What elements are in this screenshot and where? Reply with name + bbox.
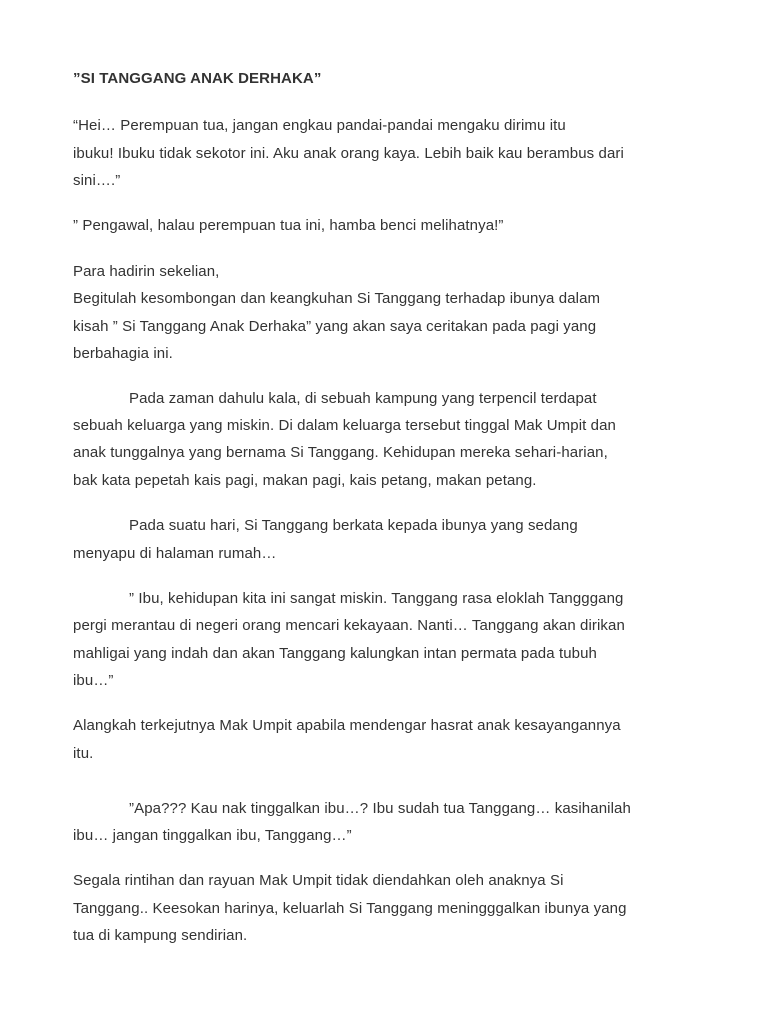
text-line: “Hei… Perempuan tua, jangan engkau pandai-pandai mengaku dirimu itu [73, 117, 566, 134]
text-line: tua di kampung sendirian. [73, 927, 248, 944]
text-line: Segala rintihan dan rayuan Mak Umpit tidak diendahkan oleh anaknya Si [73, 872, 564, 889]
text-line: Begitulah kesombongan dan keangkuhan Si Tanggang terhadap ibunya dalam [73, 290, 601, 307]
text-line: Alangkah terkejutnya Mak Umpit apabila mendengar hasrat anak kesayangannya [73, 717, 621, 734]
text-line: bak kata pepetah kais pagi, makan pagi, kais petang, makan petang. [73, 472, 537, 489]
text-line: sebuah keluarga yang miskin. Di dalam keluarga tersebut tinggal Mak Umpit dan [73, 417, 616, 434]
text-line: berbahagia ini. [73, 345, 173, 362]
text-line: ibuku! Ibuku tidak sekotor ini. Aku anak orang kaya. Lebih baik kau berambus dari [73, 145, 624, 162]
text-line: ” Pengawal, halau perempuan tua ini, hamba benci melihatnya!” [73, 217, 504, 234]
text-line: itu. [73, 745, 94, 762]
text-line: ibu…” [73, 672, 114, 689]
text-line: kisah ” Si Tanggang Anak Derhaka” yang akan saya ceritakan pada pagi yang [73, 318, 597, 335]
text-line: ” Ibu, kehidupan kita ini sangat miskin. Tanggang rasa eloklah Tangggang [129, 590, 624, 607]
text-line: anak tunggalnya yang bernama Si Tanggang. Kehidupan mereka sehari-harian, [73, 444, 608, 461]
text-line: menyapu di halaman rumah… [73, 545, 277, 562]
text-line: sini….” [73, 172, 121, 189]
document-title: ”SI TANGGANG ANAK DERHAKA” [73, 70, 322, 87]
text-line: Pada zaman dahulu kala, di sebuah kampung yang terpencil terdapat [129, 390, 597, 407]
text-line: Para hadirin sekelian, [73, 263, 220, 280]
text-line: pergi merantau di negeri orang mencari kekayaan. Nanti… Tanggang akan dirikan [73, 617, 625, 634]
text-line: mahligai yang indah dan akan Tanggang kalungkan intan permata pada tubuh [73, 645, 597, 662]
text-line: Pada suatu hari, Si Tanggang berkata kepada ibunya yang sedang [129, 517, 578, 534]
text-line: ”Apa??? Kau nak tinggalkan ibu…? Ibu sudah tua Tanggang… kasihanilah [129, 800, 631, 817]
text-line: ibu… jangan tinggalkan ibu, Tanggang…” [73, 827, 352, 844]
text-line: Tanggang.. Keesokan harinya, keluarlah Si Tanggang meningggalkan ibunya yang [73, 900, 627, 917]
